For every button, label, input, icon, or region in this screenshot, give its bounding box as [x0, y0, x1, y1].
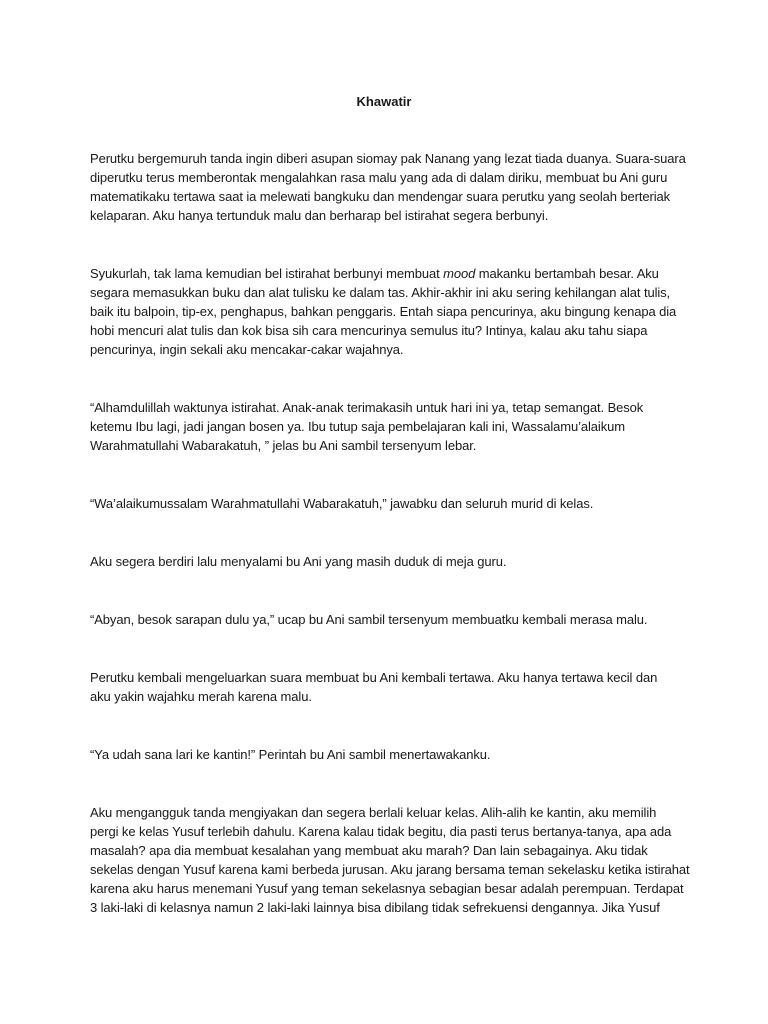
- paragraph-6: [90, 610, 680, 629]
- text-line: “Abyan, besok sarapan dulu ya,” ucap bu Ani sambil tersenyum membuatku kembali merasa malu.: [90, 612, 648, 627]
- paragraph-7: [90, 668, 680, 706]
- italic-word: mood: [443, 266, 476, 281]
- text-line: Warahmatullahi Wabarakatuh, ” jelas bu Ani sambil tersenyum lebar.: [90, 438, 477, 453]
- paragraph-3: [90, 398, 680, 455]
- paragraph-9: [90, 803, 690, 917]
- paragraph-8: [90, 745, 680, 764]
- text-line: “Alhamdulillah waktunya istirahat. Anak-anak terimakasih untuk hari ini ya, tetap semangat. Besok: [90, 400, 644, 415]
- text-segment: Syukurlah, tak lama kemudian bel istirahat berbunyi membuat: [90, 266, 444, 281]
- text-line: masalah? apa dia membuat kesalahan yang membuat aku marah? Dan lain sebagainya. Aku tidak: [90, 843, 648, 858]
- text-line: pencurinya, ingin sekali aku mencakar-cakar wajahnya.: [90, 342, 404, 357]
- text-line: Aku mengangguk tanda mengiyakan dan segera berlali keluar kelas. Alih-alih ke kantin, aku memilih: [90, 805, 657, 820]
- paragraph-5: [90, 552, 680, 571]
- text-line: “Ya udah sana lari ke kantin!” Perintah bu Ani sambil menertawakanku.: [90, 747, 491, 762]
- paragraph-1: [90, 149, 686, 225]
- paragraph-4: [90, 494, 680, 513]
- text-line: kelaparan. Aku hanya tertunduk malu dan berharap bel istirahat segera berbunyi.: [90, 208, 549, 223]
- text-line: [90, 264, 680, 283]
- text-line: ketemu Ibu lagi, jadi jangan bosen ya. Ibu tutup saja pembelajaran kali ini, Wassalamu’alaikum: [90, 419, 625, 434]
- text-line: baik itu balpoin, tip-ex, penghapus, bahkan penggaris. Entah siapa pencurinya, aku bingung kenapa dia: [90, 304, 677, 319]
- text-line: sekelas dengan Yusuf karena kami berbeda jurusan. Aku jarang bersama teman sekelasku ketika istirahat: [90, 862, 690, 877]
- text-line: 3 laki-laki di kelasnya namun 2 laki-laki lainnya bisa dibilang tidak sefrekuensi dengannya. Jika Yusuf: [90, 900, 660, 915]
- text-line: diperutku terus memberontak mengalahkan rasa malu yang ada di dalam diriku, membuat bu Ani guru: [90, 170, 668, 185]
- text-segment: makanku bertambah besar. Aku: [475, 266, 659, 281]
- text-line: pergi ke kelas Yusuf terlebih dahulu. Karena kalau tidak begitu, dia pasti terus bertanya-tanya, apa ada: [90, 824, 672, 839]
- text-line: matematikaku tertawa saat ia melewati bangkuku dan mendengar suara perutku yang seolah berteriak: [90, 189, 671, 204]
- text-line: karena aku harus menemani Yusuf yang teman sekelasnya sebagian besar adalah perempuan. Terdapat: [90, 881, 684, 896]
- text-line: Perutku bergemuruh tanda ingin diberi asupan siomay pak Nanang yang lezat tiada duanya. Suara-suara: [90, 151, 686, 166]
- text-line: aku yakin wajahku merah karena malu.: [90, 689, 312, 704]
- text-line: segara memasukkan buku dan alat tulisku ke dalam tas. Akhir-akhir ini aku sering kehilangan alat tulis,: [90, 285, 671, 300]
- paragraph-2: [90, 264, 680, 359]
- text-line: “Wa’alaikumussalam Warahmatullahi Wabarakatuh,” jawabku dan seluruh murid di kelas.: [90, 496, 594, 511]
- document-title: Khawatir: [356, 94, 412, 109]
- text-line: Perutku kembali mengeluarkan suara membuat bu Ani kembali tertawa. Aku hanya tertawa kecil dan: [90, 670, 658, 685]
- text-line: Aku segera berdiri lalu menyalami bu Ani yang masih duduk di meja guru.: [90, 554, 507, 569]
- document-body: [90, 149, 690, 917]
- text-line: hobi mencuri alat tulis dan kok bisa sih cara mencurinya semulus itu? Intinya, kalau aku tahu siapa: [90, 323, 648, 338]
